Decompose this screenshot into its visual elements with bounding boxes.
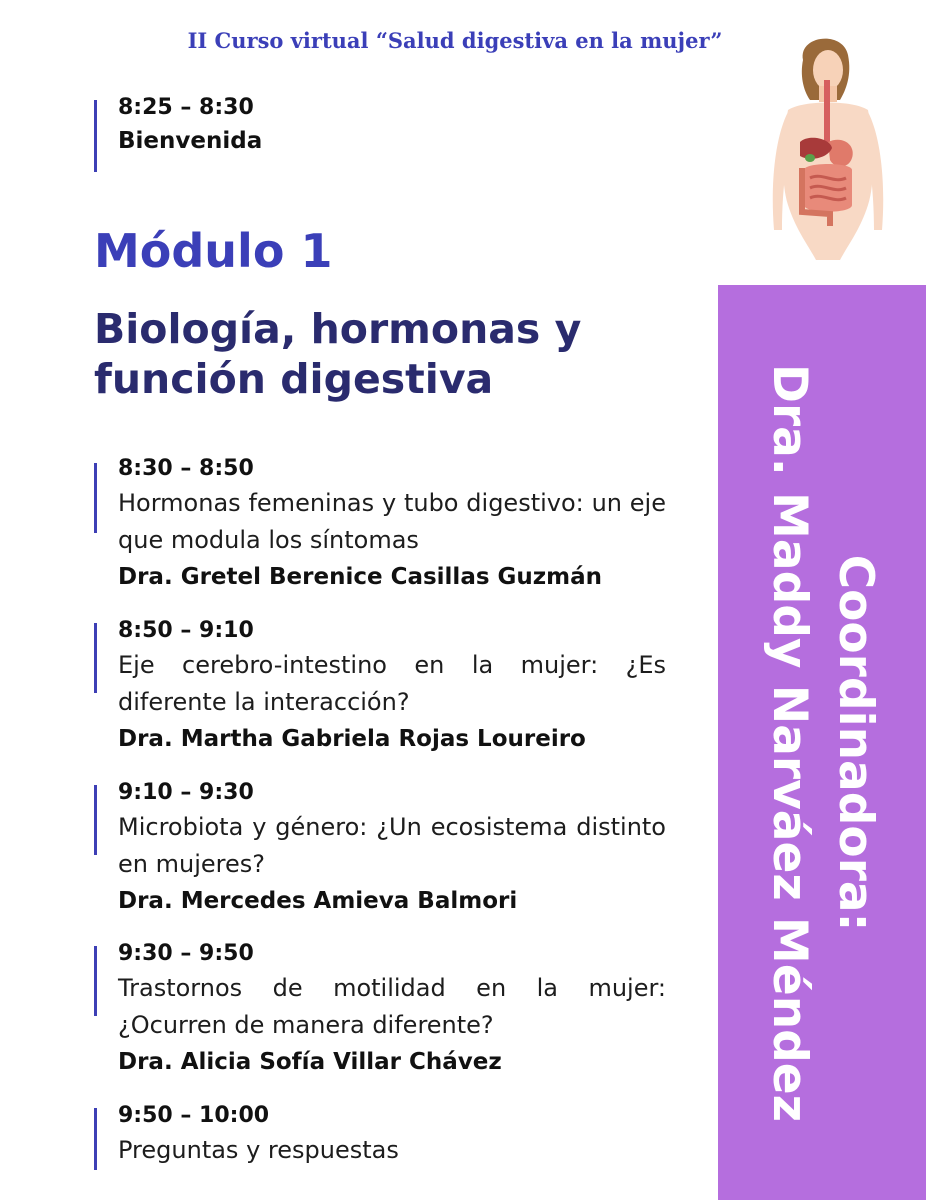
- session-block: [94, 1100, 666, 1169]
- coordinator-name: Dra. Maddy Narváez Méndez: [762, 363, 817, 1122]
- session-block: [94, 453, 666, 595]
- session-title: Hormonas femeninas y tubo digestivo: un eje que modula los síntomas: [118, 489, 666, 554]
- session-bar: [94, 1108, 97, 1170]
- session-title: Eje cerebro-intestino en la mujer: ¿Es diferente la interacción?: [118, 651, 666, 716]
- session-title: Trastornos de motilidad en la mujer: ¿Ocurren de manera diferente?: [118, 974, 666, 1039]
- session-time: 9:50 – 10:00: [118, 1103, 270, 1128]
- course-title: II Curso virtual “Salud digestiva en la mujer”: [187, 28, 723, 53]
- session-bar: [94, 623, 97, 693]
- session-speaker: Dra. Gretel Berenice Casillas Guzmán: [118, 564, 603, 590]
- coordinator-text: [756, 285, 888, 1200]
- session-speaker: Dra. Mercedes Amieva Balmori: [118, 888, 518, 914]
- session-time: 9:30 – 9:50: [118, 941, 254, 966]
- session-time: 8:50 – 9:10: [118, 618, 254, 643]
- welcome-block: [94, 92, 666, 158]
- session-block: [94, 777, 666, 919]
- session-time: 9:10 – 9:30: [118, 780, 254, 805]
- session-bar: [94, 946, 97, 1016]
- welcome-label: Bienvenida: [118, 128, 263, 154]
- module-number: Módulo 1: [94, 224, 333, 278]
- session-title: Preguntas y respuestas: [118, 1136, 399, 1164]
- session-time: 8:30 – 8:50: [118, 456, 254, 481]
- session-speaker: Dra. Alicia Sofía Villar Chávez: [118, 1049, 502, 1075]
- session-block: [94, 615, 666, 757]
- coordinator-band: [718, 285, 926, 1200]
- session-block: [94, 938, 666, 1080]
- session-bar: [94, 463, 97, 533]
- welcome-bar: [94, 100, 97, 172]
- welcome-time: 8:25 – 8:30: [118, 95, 254, 120]
- coordinator-label: Coordinadora:: [828, 554, 883, 931]
- session-speaker: Dra. Martha Gabriela Rojas Loureiro: [118, 726, 586, 752]
- module-title: Biología, hormonas y función digestiva: [94, 305, 582, 403]
- session-title: Microbiota y género: ¿Un ecosistema distinto en mujeres?: [118, 813, 666, 878]
- session-bar: [94, 785, 97, 855]
- digestive-system-illustration: [748, 30, 898, 260]
